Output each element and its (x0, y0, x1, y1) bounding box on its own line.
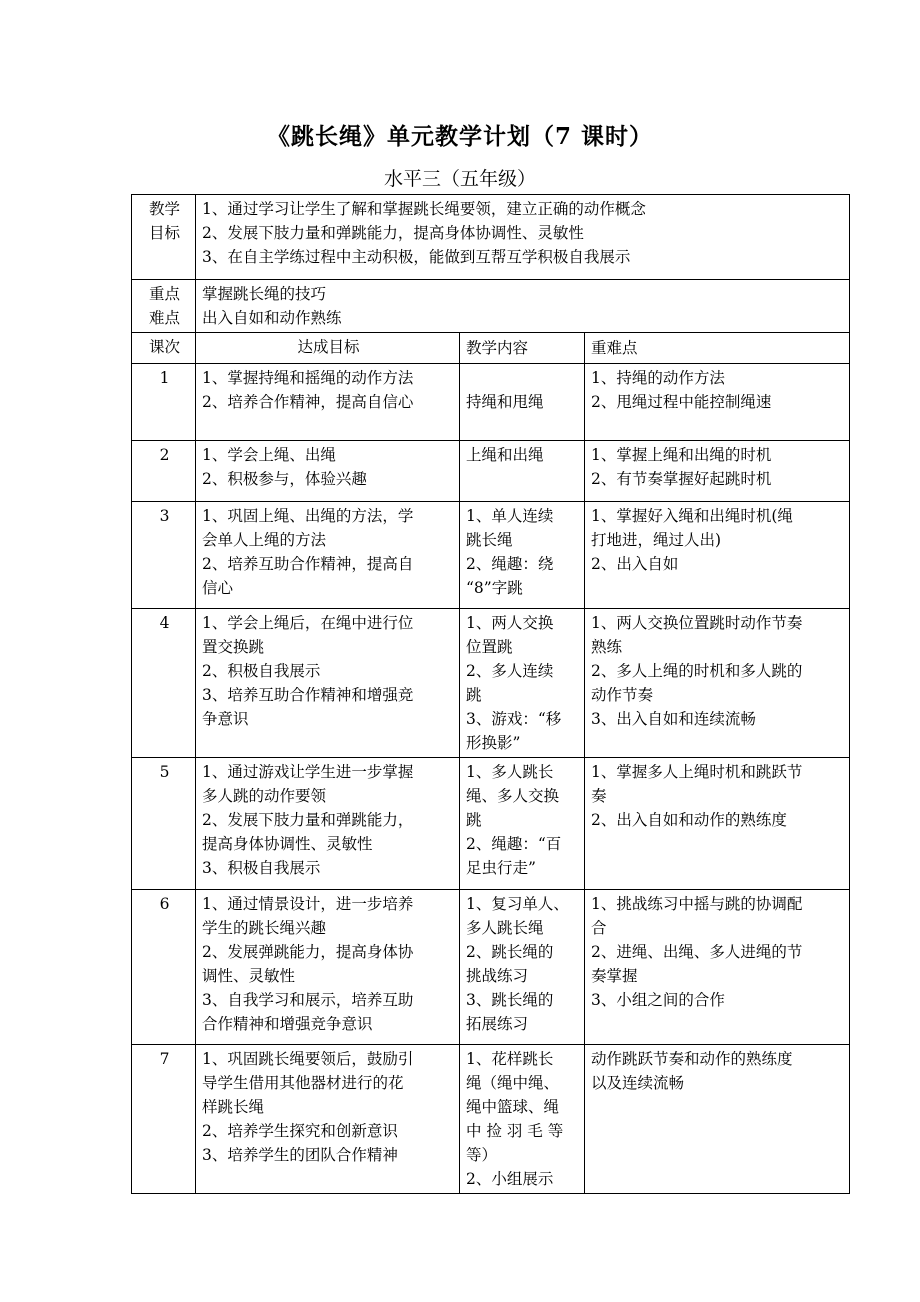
lesson-content-line: 3、跳长绳的 (466, 991, 554, 1009)
lesson-goal-line: 1、掌握持绳和摇绳的动作方法 (202, 369, 414, 387)
lesson-goal-line: 学生的跳长绳兴趣 (202, 919, 327, 937)
lesson-number: 3 (132, 502, 196, 609)
lesson-focus-line: 2、出入自如和动作的熟练度 (591, 811, 787, 829)
lesson-goal-line: 多人跳的动作要领 (202, 787, 327, 805)
lesson-rows (132, 364, 850, 1194)
lesson-goal (196, 364, 460, 441)
lesson-goal-line: 3、积极自我展示 (202, 859, 321, 877)
lesson-goal-line: 提高身体协调性、灵敏性 (202, 835, 373, 853)
lesson-goal-line: 1、巩固上绳、出绳的方法，学 (202, 507, 414, 525)
lesson-number: 1 (132, 364, 196, 441)
lesson-content-line: 1、花样跳长 (466, 1050, 554, 1068)
lesson-content-line: 2、小组展示 (466, 1170, 554, 1188)
lesson-goal (196, 1045, 460, 1194)
objective-item: 2、发展下肢力量和弹跳能力，提高身体协调性、灵敏性 (202, 224, 584, 242)
lesson-content (460, 758, 585, 890)
lesson-focus (585, 441, 850, 502)
lesson-number: 5 (132, 758, 196, 890)
lesson-goal (196, 502, 460, 609)
objective-item: 3、在自主学练过程中主动积极，能做到互帮互学积极自我展示 (202, 248, 631, 266)
lesson-focus (585, 609, 850, 758)
lesson-focus-line: 2、进绳、出绳、多人进绳的节 (591, 943, 803, 961)
lesson-content (460, 609, 585, 758)
lesson-goal-line: 1、巩固跳长绳要领后，鼓励引 (202, 1050, 414, 1068)
key-point-item: 出入自如和动作熟练 (202, 309, 342, 327)
lesson-content-line: 跳长绳 (466, 531, 513, 549)
lesson-row (132, 758, 850, 890)
lesson-focus-line: 1、两人交换位置跳时动作节奏 (591, 614, 803, 632)
lesson-focus-line: 1、掌握多人上绳时机和跳跃节 (591, 763, 803, 781)
lesson-goal-line: 1、通过情景设计，进一步培养 (202, 895, 414, 913)
lesson-goal-line: 2、培养互助合作精神，提高自 (202, 555, 414, 573)
lesson-content-line: 中 捡 羽 毛 等 (466, 1122, 564, 1140)
page-title: 《跳长绳》单元教学计划（7 课时） (266, 123, 653, 150)
lesson-content-line: 形换影” (466, 734, 521, 752)
lesson-focus-line: 以及连续流畅 (591, 1074, 685, 1092)
lesson-focus-line: 1、挑战练习中摇与跳的协调配 (591, 895, 803, 913)
lesson-goal-line: 信心 (202, 579, 234, 597)
lesson-goal-line: 争意识 (202, 710, 249, 728)
lesson-goal-line: 合作精神和增强竞争意识 (202, 1015, 373, 1033)
key-points-content (196, 280, 850, 333)
lesson-row (132, 441, 850, 502)
lesson-content-line: 2、跳长绳的 (466, 943, 554, 961)
lesson-content (460, 502, 585, 609)
lesson-focus (585, 364, 850, 441)
lesson-goal-line: 2、培养学生探究和创新意识 (202, 1122, 398, 1140)
page-subtitle: 水平三（五年级） (383, 168, 536, 190)
lesson-row (132, 890, 850, 1045)
lesson-goal-line: 调性、灵敏性 (202, 967, 296, 985)
lesson-goal (196, 758, 460, 890)
lesson-goal (196, 609, 460, 758)
lesson-content-line: 绳（绳中绳、 (466, 1074, 560, 1092)
objectives-label: 教学 目标 (132, 195, 196, 280)
lesson-number: 7 (132, 1045, 196, 1194)
teaching-plan-table (131, 194, 850, 1194)
objective-item: 1、通过学习让学生了解和掌握跳长绳要领，建立正确的动作概念 (202, 200, 646, 218)
lesson-focus (585, 758, 850, 890)
lesson-row (132, 609, 850, 758)
lesson-row (132, 364, 850, 441)
header-focus: 重难点 (585, 333, 850, 364)
lesson-content-line: 3、游戏：“移 (466, 710, 562, 728)
lesson-number: 6 (132, 890, 196, 1045)
lesson-focus-line: 2、甩绳过程中能控制绳速 (591, 393, 772, 411)
header-lesson: 课次 (132, 333, 196, 364)
lesson-content-line: 2、多人连续 (466, 662, 554, 680)
lesson-focus-line: 3、小组之间的合作 (591, 991, 725, 1009)
lesson-content (460, 364, 585, 441)
lesson-content-line: 绳中篮球、绳 (466, 1098, 560, 1116)
lesson-focus-line: 打地进，绳过人出) (591, 531, 722, 549)
lesson-content-line: 跳 (466, 686, 482, 704)
header-row (132, 333, 850, 364)
lesson-focus-line: 1、掌握上绳和出绳的时机 (591, 446, 772, 464)
lesson-goal-line: 2、积极参与，体验兴趣 (202, 470, 367, 488)
lesson-goal-line: 置交换跳 (202, 638, 265, 656)
key-points-row (132, 280, 850, 333)
lesson-goal-line: 会单人上绳的方法 (202, 531, 327, 549)
lesson-goal-line: 样跳长绳 (202, 1098, 265, 1116)
lesson-goal-line: 3、培养互助合作精神和增强竞 (202, 686, 414, 704)
lesson-focus (585, 502, 850, 609)
lesson-focus (585, 1045, 850, 1194)
lesson-content-line: 1、单人连续 (466, 507, 554, 525)
lesson-focus (585, 890, 850, 1045)
lesson-content-line: 跳 (466, 811, 482, 829)
lesson-focus-line: 熟练 (591, 638, 623, 656)
lesson-focus-line: 2、出入自如 (591, 555, 679, 573)
lesson-content-line: 1、多人跳长 (466, 763, 554, 781)
lesson-content (460, 890, 585, 1045)
lesson-goal-line: 1、通过游戏让学生进一步掌握 (202, 763, 414, 781)
lesson-focus-line: 奏掌握 (591, 967, 638, 985)
lesson-goal-line: 3、培养学生的团队合作精神 (202, 1146, 398, 1164)
lesson-goal-line: 3、自我学习和展示，培养互助 (202, 991, 414, 1009)
lesson-goal-line: 2、发展弹跳能力，提高身体协 (202, 943, 414, 961)
lesson-goal (196, 441, 460, 502)
objectives-content (196, 195, 850, 280)
lesson-focus-line: 2、有节奏掌握好起跳时机 (591, 470, 772, 488)
lesson-content-line: 位置跳 (466, 638, 513, 656)
lesson-content-line: 2、绳趣：“百 (466, 835, 562, 853)
lesson-content-line: 持绳和甩绳 (466, 393, 544, 411)
lesson-content (460, 441, 585, 502)
lesson-goal-line: 导学生借用其他器材进行的花 (202, 1074, 404, 1092)
header-goal: 达成目标 (196, 333, 460, 364)
lesson-focus-line: 2、多人上绳的时机和多人跳的 (591, 662, 803, 680)
lesson-content-line: 足虫行走” (466, 859, 536, 877)
lesson-content-line: 上绳和出绳 (466, 446, 544, 464)
objectives-row (132, 195, 850, 280)
lesson-goal-line: 2、积极自我展示 (202, 662, 321, 680)
lesson-content-line: 1、两人交换 (466, 614, 554, 632)
lesson-focus-line: 动作节奏 (591, 686, 654, 704)
lesson-number: 2 (132, 441, 196, 502)
lesson-content (460, 1045, 585, 1194)
lesson-focus-line: 3、出入自如和连续流畅 (591, 710, 756, 728)
header-content: 教学内容 (460, 333, 585, 364)
lesson-number: 4 (132, 609, 196, 758)
lesson-focus-line: 1、掌握好入绳和出绳时机(绳 (591, 507, 793, 525)
lesson-content-line: 1、复习单人、 (466, 895, 569, 913)
lesson-content-line: 2、绳趣：绕 (466, 555, 554, 573)
lesson-focus-line: 动作跳跃节奏和动作的熟练度 (591, 1050, 793, 1068)
lesson-content-line: 等） (466, 1146, 498, 1164)
lesson-goal-line: 2、培养合作精神，提高自信心 (202, 393, 414, 411)
lesson-focus-line: 合 (591, 919, 607, 937)
lesson-content-line: 拓展练习 (466, 1015, 529, 1033)
lesson-focus-line: 1、持绳的动作方法 (591, 369, 725, 387)
lesson-row (132, 502, 850, 609)
lesson-goal (196, 890, 460, 1045)
lesson-focus-line: 奏 (591, 787, 607, 805)
lesson-content-line: 绳、多人交换 (466, 787, 560, 805)
lesson-goal-line: 1、学会上绳后，在绳中进行位 (202, 614, 414, 632)
key-point-item: 掌握跳长绳的技巧 (202, 285, 327, 303)
lesson-goal-line: 1、学会上绳、出绳 (202, 446, 336, 464)
lesson-content-line: 挑战练习 (466, 967, 529, 985)
lesson-row (132, 1045, 850, 1194)
key-points-label: 重点 难点 (132, 280, 196, 333)
lesson-goal-line: 2、发展下肢力量和弹跳能力， (202, 811, 414, 829)
lesson-content-line: “8”字跳 (466, 579, 523, 597)
lesson-content-line: 多人跳长绳 (466, 919, 544, 937)
